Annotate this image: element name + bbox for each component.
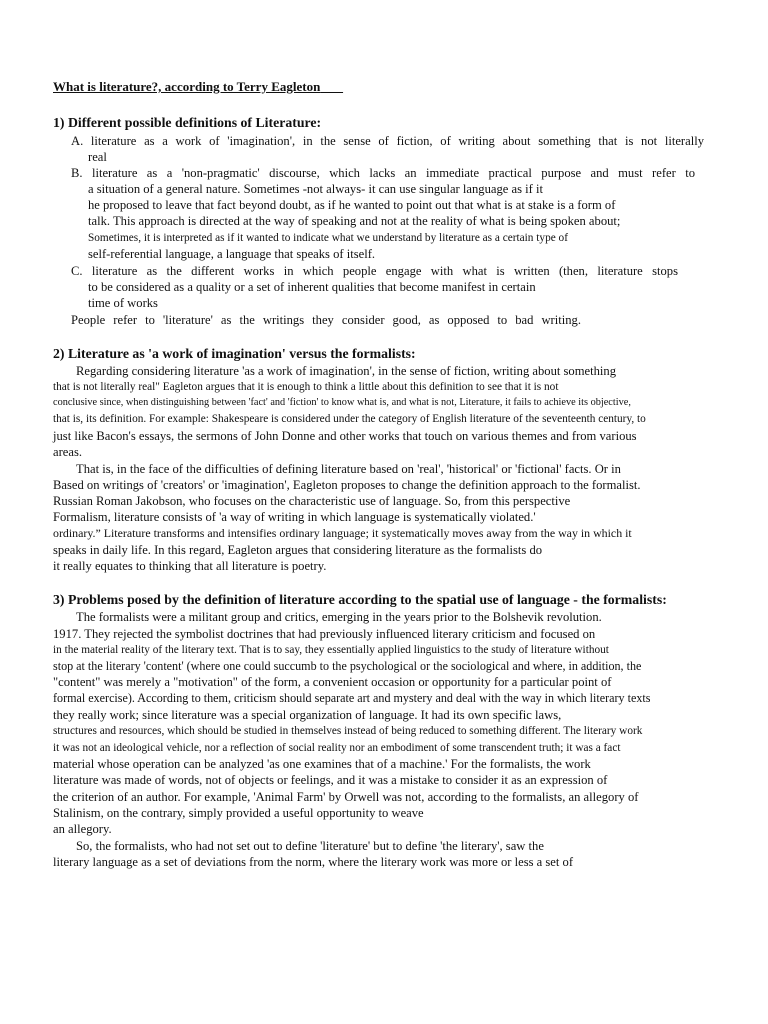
section-2-line-13: it really equates to thinking that all literature is poetry. bbox=[53, 559, 327, 573]
section-3-line-9: it was not an ideological vehicle, nor a reflection of social reality nor an embodiment of some transcendent truth; it was a fact bbox=[53, 742, 621, 754]
definition-b-line-1: B. literature as a 'non-pragmatic' discourse, which lacks an immediate practical purpose and must refer to bbox=[71, 166, 695, 180]
section-2-line-1: Regarding considering literature 'as a work of imagination', in the sense of fiction, writing about something bbox=[76, 364, 616, 378]
definition-b-line-4: talk. This approach is directed at the way of speaking and not at the reality of what is being spoken about; bbox=[88, 214, 621, 228]
section-3-line-2: 1917. They rejected the symbolist doctrines that had previously influenced literary criticism and focused on bbox=[53, 627, 596, 641]
section-2-line-5: just like Bacon's essays, the sermons of John Donne and other works that touch on various themes and from various bbox=[53, 429, 637, 443]
section-2-line-10: Formalism, literature consists of 'a way of writing in which language is systematically violated.' bbox=[53, 510, 536, 524]
section-3-heading: 3) Problems posed by the definition of literature according to the spatial use of language - the formalists: bbox=[53, 592, 667, 607]
section-2-heading: 2) Literature as 'a work of imagination' versus the formalists: bbox=[53, 346, 416, 361]
section-3-line-8: structures and resources, which should be studied in themselves instead of being reduced to something different. The literary work bbox=[53, 725, 643, 737]
definition-b-line-6: self-referential language, a language that speaks of itself. bbox=[88, 247, 376, 261]
section-2-line-7: That is, in the face of the difficulties of defining literature based on 'real', 'historical' or 'fictional' facts. Or in bbox=[76, 462, 621, 476]
section-2-line-12: speaks in daily life. In this regard, Eagleton argues that considering literature as the formalists do bbox=[53, 543, 543, 557]
definition-c-line-3: time of works bbox=[88, 296, 158, 310]
section-1-heading: 1) Different possible definitions of Literature: bbox=[53, 115, 322, 130]
section-3-line-15: So, the formalists, who had not set out to define 'literature' but to define 'the literary', saw the bbox=[76, 839, 544, 853]
section-2-line-3: conclusive since, when distinguishing between 'fact' and 'fiction' to know what is, and what is not, Literature, it fails to achieve its objective, bbox=[53, 397, 631, 408]
section-3-line-11: literature was made of words, not of objects or feelings, and it was a mistake to consider it as an expression of bbox=[53, 773, 608, 787]
section-3-line-3: in the material reality of the literary text. That is to say, they essentially applied linguistics to the study of literature without bbox=[53, 644, 609, 656]
definition-c-line-1: C. literature as the different works in which people engage with what is written (then, literature stops bbox=[71, 264, 678, 278]
document-title bbox=[53, 79, 343, 95]
section-2-line-4: that is, its definition. For example: Shakespeare is considered under the category of English literature of the seventeenth century, to bbox=[53, 413, 646, 425]
section-2-line-6: areas. bbox=[53, 445, 83, 459]
definition-b-line-2: a situation of a general nature. Sometimes -not always- it can use singular language as if it bbox=[88, 182, 543, 196]
definition-a-line-1: A. literature as a work of 'imagination', in the sense of fiction, of writing about something that is not literally bbox=[71, 134, 704, 148]
section-2-line-11: ordinary.” Literature transforms and intensifies ordinary language; it systematically moves away from the way in which it bbox=[53, 526, 632, 540]
section-1-closing-paragraph: People refer to 'literature' as the writings they consider good, as opposed to bad writing. bbox=[71, 313, 581, 327]
section-3-line-14: an allegory. bbox=[53, 822, 112, 836]
definition-b-line-3: he proposed to leave that fact beyond doubt, as if he wanted to point out that what is at stake is a form of bbox=[88, 198, 616, 212]
definition-c-line-2: to be considered as a quality or a set of inherent qualities that become manifest in certain bbox=[88, 280, 536, 294]
section-3-line-5: "content" was merely a "motivation" of the form, a convenient occasion or opportunity for a particular point of bbox=[53, 675, 612, 689]
section-3-line-13: Stalinism, on the contrary, simply provided a useful opportunity to weave bbox=[53, 806, 424, 820]
definition-b-line-5: Sometimes, it is interpreted as if it wanted to indicate what we understand by literature as a certain type of bbox=[88, 232, 568, 244]
section-3-line-16: literary language as a set of deviations from the norm, where the literary work was more or less a set of bbox=[53, 855, 574, 869]
section-3-line-6: formal exercise). According to them, criticism should separate art and mystery and deal with the way in which literary texts bbox=[53, 691, 651, 705]
definition-a-line-2: real bbox=[88, 150, 107, 164]
section-2-line-2: that is not literally real" Eagleton argues that it is enough to think a little about this definition to see that it is not bbox=[53, 381, 559, 393]
section-3-line-4: stop at the literary 'content' (where one could succumb to the psychological or the sociological and where, in addition, the bbox=[53, 659, 642, 673]
section-3-line-7: they really work; since literature was a special organization of language. It had its own specific laws, bbox=[53, 708, 562, 722]
document-title-underline-tail bbox=[320, 79, 343, 94]
section-3-line-1: The formalists were a militant group and critics, emerging in the years prior to the Bolshevik revolution. bbox=[76, 610, 602, 624]
section-2-line-9: Russian Roman Jakobson, who focuses on the characteristic use of language. So, from this perspective bbox=[53, 494, 571, 508]
section-3-line-10: material whose operation can be analyzed 'as one examines that of a machine.' For the formalists, the work bbox=[53, 757, 591, 771]
section-2-line-8: Based on writings of 'creators' or 'imagination', Eagleton proposes to change the definition approach to the formalist. bbox=[53, 478, 641, 492]
document-title-text: What is literature?, according to Terry Eagleton bbox=[53, 79, 321, 94]
section-3-line-12: the criterion of an author. For example, 'Animal Farm' by Orwell was not, according to the formalists, an allegory of bbox=[53, 790, 639, 804]
